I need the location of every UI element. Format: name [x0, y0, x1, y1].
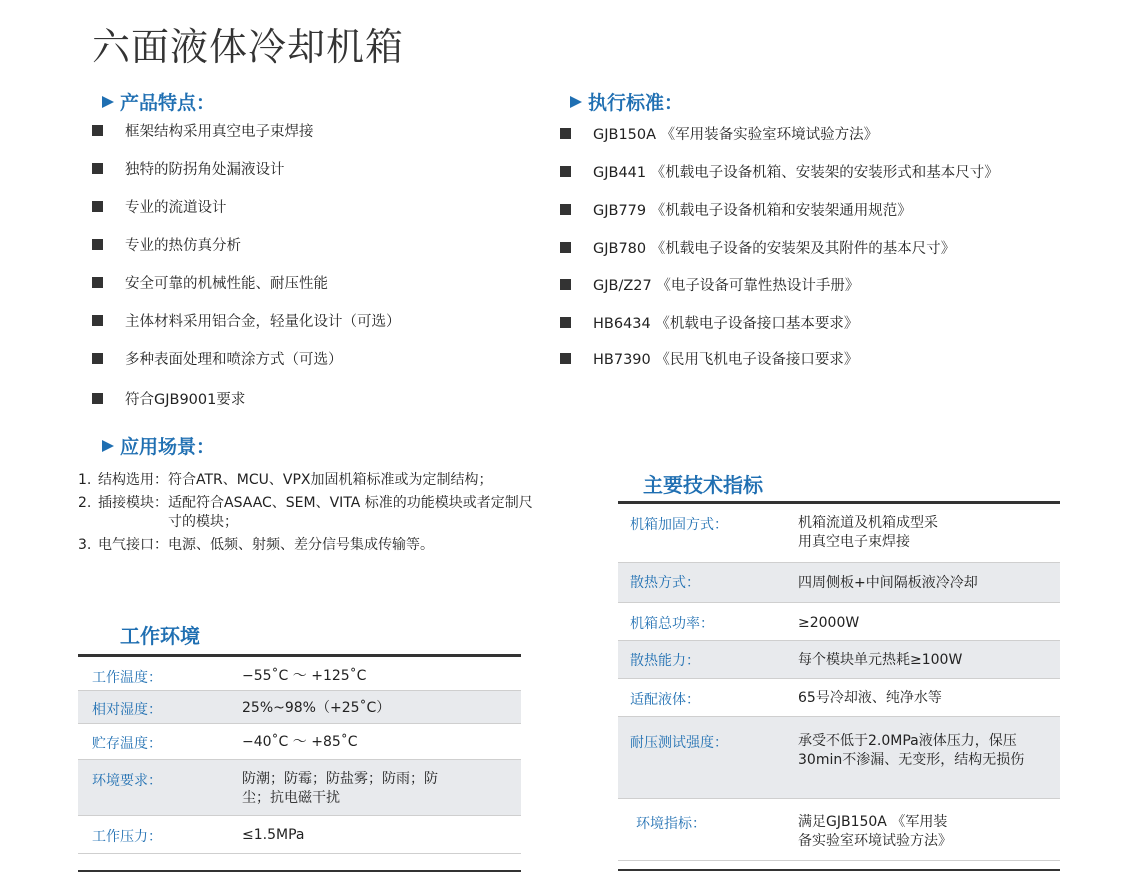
- list-item: 安全可靠的机械性能、耐压性能: [92, 272, 328, 293]
- applications-list: [78, 471, 538, 559]
- square-bullet-icon: [92, 163, 103, 174]
- page-title: 六面液体冷却机箱: [92, 25, 405, 69]
- triangle-bullet-icon: [102, 96, 114, 108]
- triangle-bullet-icon: [102, 440, 114, 452]
- table-row: 贮存温度： −40˚C ～ +85˚C: [78, 723, 521, 759]
- applications-heading-text: 应用场景：: [120, 436, 216, 458]
- table-row: 散热能力： 每个模块单元热耗≥100W: [618, 640, 1060, 678]
- table-bottom-rule: [618, 869, 1060, 871]
- list-item: 符合GJB9001要求: [92, 388, 245, 409]
- list-item: 1. 结构选用： 符合ATR、MCU、VPX加固机箱标准或为定制结构；: [78, 472, 493, 488]
- list-item: GJB/Z27 《电子设备可靠性热设计手册》: [560, 274, 859, 295]
- table-row: 相对湿度： 25%~98%（+25˚C）: [78, 690, 521, 723]
- square-bullet-icon: [92, 393, 103, 404]
- table-row: 工作压力： ≤1.5MPa: [78, 815, 521, 853]
- square-bullet-icon: [92, 201, 103, 212]
- list-item: 专业的流道设计: [92, 196, 227, 217]
- square-bullet-icon: [560, 128, 571, 139]
- table-row: 工作温度： −55˚C ～ +125˚C: [78, 657, 521, 690]
- applications-heading: [102, 432, 215, 459]
- list-item: GJB780 《机载电子设备的安装架及其附件的基本尺寸》: [560, 237, 955, 258]
- square-bullet-icon: [560, 242, 571, 253]
- square-bullet-icon: [560, 166, 571, 177]
- square-bullet-icon: [92, 277, 103, 288]
- table-row: 环境指标： 满足GJB150A 《军用装备实验室环境试验方法》: [618, 798, 1060, 860]
- square-bullet-icon: [560, 317, 571, 328]
- features-heading: [102, 88, 215, 115]
- list-item: HB7390 《民用飞机电子设备接口要求》: [560, 348, 858, 369]
- square-bullet-icon: [560, 204, 571, 215]
- list-item: HB6434 《机载电子设备接口基本要求》: [560, 312, 858, 333]
- specs-table: [618, 504, 1060, 861]
- list-item: 多种表面处理和喷涂方式（可选）: [92, 348, 343, 369]
- square-bullet-icon: [560, 353, 571, 364]
- square-bullet-icon: [92, 315, 103, 326]
- square-bullet-icon: [92, 125, 103, 136]
- square-bullet-icon: [92, 353, 103, 364]
- environment-heading: 工作环境: [120, 624, 200, 648]
- triangle-bullet-icon: [570, 96, 582, 108]
- square-bullet-icon: [560, 279, 571, 290]
- list-item: 独特的防拐角处漏液设计: [92, 158, 285, 179]
- list-item: GJB441 《机载电子设备机箱、安装架的安装形式和基本尺寸》: [560, 161, 999, 182]
- specs-heading: 主要技术指标: [643, 473, 763, 497]
- standards-heading-text: 执行标准：: [588, 92, 684, 114]
- table-row: 环境要求： 防潮；防霉；防盐雾；防雨；防尘；抗电磁干扰: [78, 759, 521, 815]
- list-item: 2. 插接模块： 适配符合ASAAC、SEM、VITA 标准的功能模块或者定制尺寸的模块；: [78, 495, 533, 530]
- standards-heading: [570, 88, 683, 115]
- list-item: 框架结构采用真空电子束焊接: [92, 120, 314, 141]
- features-heading-text: 产品特点：: [120, 92, 216, 114]
- table-row: 机箱总功率： ≥2000W: [618, 602, 1060, 640]
- list-item: GJB779 《机载电子设备机箱和安装架通用规范》: [560, 199, 912, 220]
- list-item: 3. 电气接口： 电源、低频、射频、差分信号集成传输等。: [78, 537, 434, 553]
- list-item: 专业的热仿真分析: [92, 234, 241, 255]
- table-row: 机箱加固方式： 机箱流道及机箱成型采用真空电子束焊接: [618, 504, 1060, 562]
- list-item: 主体材料采用铝合金，轻量化设计（可选）: [92, 310, 401, 331]
- table-row: 耐压测试强度： 承受不低于2.0MPa液体压力，保压30min不渗漏、无变形，结构无损伤: [618, 716, 1060, 798]
- table-row: 散热方式： 四周侧板+中间隔板液冷冷却: [618, 562, 1060, 602]
- table-bottom-rule: [78, 870, 521, 872]
- square-bullet-icon: [92, 239, 103, 250]
- table-row: 适配液体： 65号冷却液、纯净水等: [618, 678, 1060, 716]
- environment-table: [78, 657, 521, 854]
- list-item: GJB150A 《军用装备实验室环境试验方法》: [560, 123, 878, 144]
